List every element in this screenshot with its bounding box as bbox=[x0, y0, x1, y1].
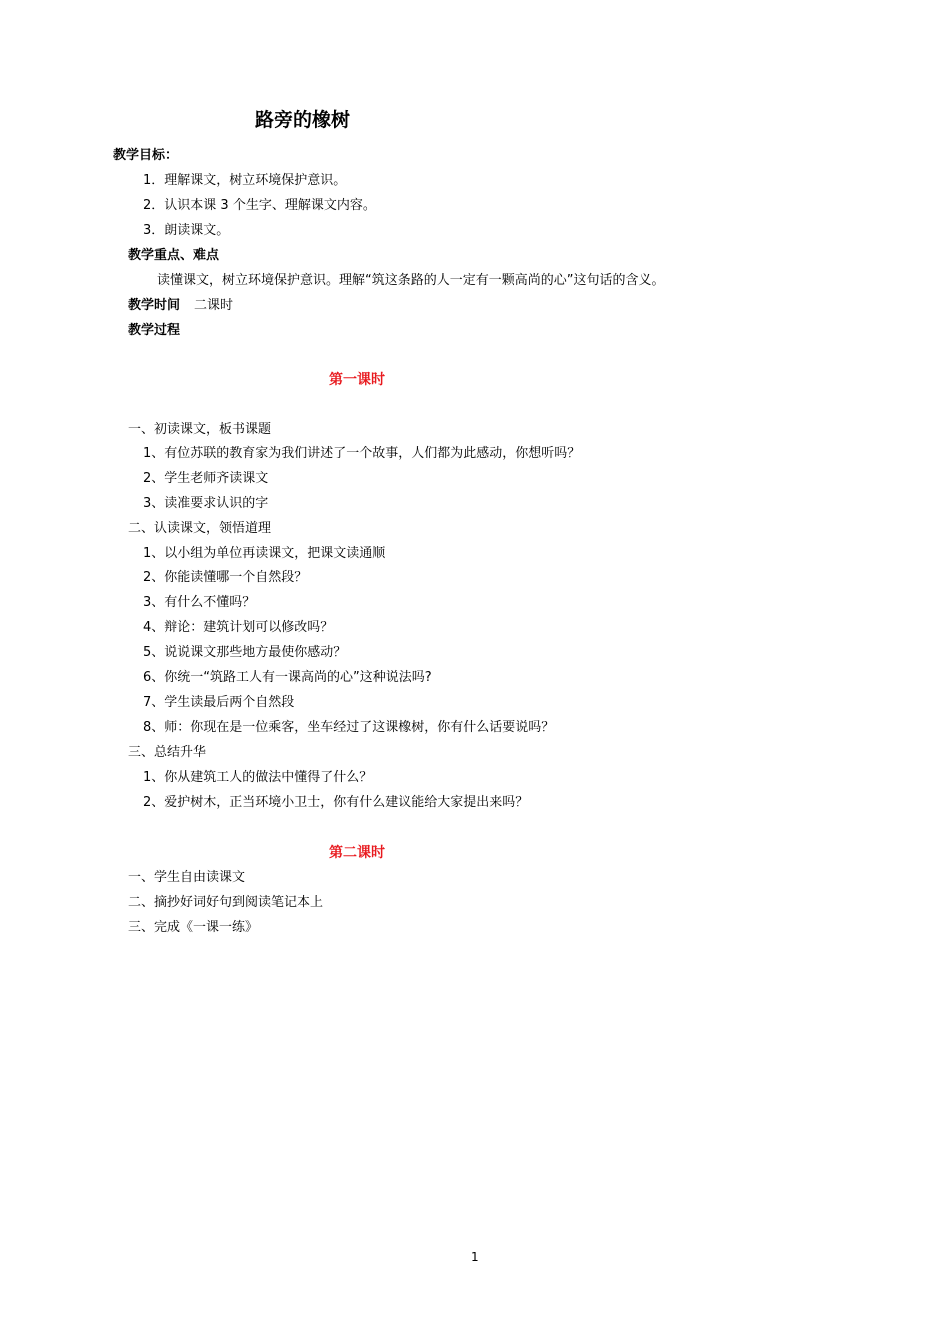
lesson1-item: 2、爱护树木，正当环境小卫士，你有什么建议能给大家提出来吗？ bbox=[143, 795, 529, 810]
lesson2-section: 三、完成《一课一练》 bbox=[128, 920, 259, 935]
objective-number: 3． bbox=[143, 223, 165, 238]
objectives-heading: 教学目标： bbox=[113, 148, 179, 163]
lesson1-heading: 第一课时 bbox=[329, 372, 385, 388]
process-heading: 教学过程 bbox=[128, 323, 181, 338]
objective-text: 理解课文，树立环境保护意识。 bbox=[164, 173, 347, 188]
objective-text: 朗读课文。 bbox=[164, 223, 230, 238]
objective-item-2 bbox=[143, 197, 376, 215]
lesson1-item: 1、有位苏联的教育家为我们讲述了一个故事，人们都为此感动，你想听吗？ bbox=[143, 446, 581, 461]
objective-number: 2． bbox=[143, 198, 165, 213]
lesson1-item: 1、以小组为单位再读课文，把课文读通顺 bbox=[143, 546, 386, 561]
teaching-time bbox=[128, 297, 233, 315]
lesson1-item: 6、你统一“筑路工人有一课高尚的心”这种说法吗? bbox=[143, 670, 432, 685]
lesson1-item: 2、你能读懂哪一个自然段？ bbox=[143, 570, 308, 585]
lesson1-section: 一、初读课文，板书课题 bbox=[128, 422, 272, 437]
lesson1-item: 8、师：你现在是一位乘客，坐车经过了这课橡树，你有什么话要说吗？ bbox=[143, 720, 555, 735]
lesson2-heading: 第二课时 bbox=[329, 845, 385, 861]
key-points-text: 读懂课文，树立环境保护意识。理解“筑这条路的人一定有一颗高尚的心”这句话的含义。 bbox=[157, 273, 665, 288]
page-title: 路旁的橡树 bbox=[255, 109, 351, 131]
lesson1-section: 二、认读课文，领悟道理 bbox=[128, 521, 272, 536]
teaching-time-heading: 教学时间 bbox=[128, 298, 181, 313]
objective-item-1 bbox=[143, 172, 346, 190]
objective-item-3 bbox=[143, 222, 229, 240]
lesson1-item: 5、说说课文那些地方最使你感动？ bbox=[143, 645, 347, 660]
lesson1-item: 4、辩论：建筑计划可以修改吗？ bbox=[143, 620, 334, 635]
key-points-heading: 教学重点、难点 bbox=[128, 248, 220, 263]
teaching-time-value: 二课时 bbox=[194, 298, 234, 313]
lesson2-section: 一、学生自由读课文 bbox=[128, 870, 246, 885]
lesson1-item: 1、你从建筑工人的做法中懂得了什么？ bbox=[143, 770, 373, 785]
objective-number: 1． bbox=[143, 173, 165, 188]
objective-text: 认识本课 3 个生字、理解课文内容。 bbox=[164, 198, 376, 213]
lesson1-item: 3、有什么不懂吗？ bbox=[143, 595, 256, 610]
lesson1-item: 2、学生老师齐读课文 bbox=[143, 471, 269, 486]
lesson1-section: 三、总结升华 bbox=[128, 745, 207, 760]
page-number: 1 bbox=[471, 1250, 479, 1264]
lesson1-item: 7、学生读最后两个自然段 bbox=[143, 695, 295, 710]
lesson1-item: 3、读准要求认识的字 bbox=[143, 496, 269, 511]
lesson2-section: 二、摘抄好词好句到阅读笔记本上 bbox=[128, 895, 324, 910]
